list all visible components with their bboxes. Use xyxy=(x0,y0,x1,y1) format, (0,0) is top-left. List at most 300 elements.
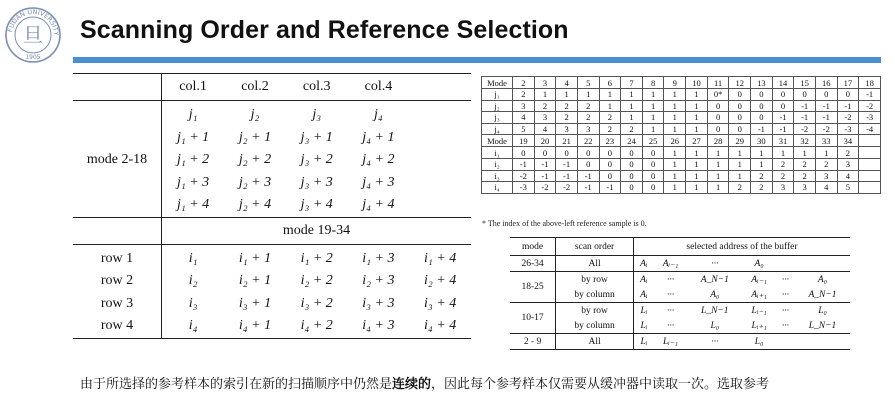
address-cell: L_N−1 xyxy=(808,320,837,331)
table-cell: j₄ xyxy=(374,107,383,123)
address-cell: L₀ xyxy=(710,320,720,331)
scan-order-cell: by column xyxy=(556,287,634,303)
table-cell: 1 xyxy=(686,147,708,159)
scan-order-cell: All xyxy=(556,334,634,350)
table-cell: 9 xyxy=(664,77,686,89)
empty-cell xyxy=(859,182,881,194)
table-cell: 1 xyxy=(772,147,794,159)
row-header: j₁ xyxy=(482,89,513,101)
address-cell xyxy=(795,334,850,350)
table-header-row xyxy=(73,74,471,101)
table-row xyxy=(73,293,471,316)
table-cell: -2 xyxy=(859,100,881,112)
table-cell: 1 xyxy=(815,147,837,159)
table-cell: 1 xyxy=(707,182,729,194)
table-cell: j₄ + 2 xyxy=(362,152,395,168)
table-cell: 18 xyxy=(859,77,881,89)
column-header: mode xyxy=(510,238,556,256)
table-cell: j₁ + 2 xyxy=(176,152,210,168)
table-cell: j₂ xyxy=(250,107,260,123)
row-label: row 2 xyxy=(73,270,162,293)
paragraph-text: ，因此每个参考样本仅需要从缓冲器中读取一次。选取参考 xyxy=(431,377,770,392)
mode-label: mode 19-34 xyxy=(162,217,472,244)
table-cell: 0 xyxy=(534,147,556,159)
address-cell xyxy=(776,334,795,350)
table-cell: 0* xyxy=(707,89,729,101)
table-cell: -1 xyxy=(772,112,794,124)
table-cell: 0 xyxy=(556,147,578,159)
paragraph-text: 由于所选择的参考样本的索引在新的扫描顺序中仍然是 xyxy=(80,377,393,392)
table-cell: j₂ + 4 xyxy=(238,197,272,213)
table-cell: -1 xyxy=(772,123,794,135)
table-cell: 0 xyxy=(599,158,621,170)
table-cell: 1 xyxy=(664,123,686,135)
mode-cell: 10-17 xyxy=(510,303,556,334)
table-cell: 1 xyxy=(599,100,621,112)
table-cell: 2 xyxy=(621,123,643,135)
table-cell: 0 xyxy=(599,147,621,159)
scan-order-cell: All xyxy=(556,256,634,272)
address-cell: L₀ xyxy=(795,303,850,319)
table-cell: 19 xyxy=(513,135,535,147)
column-header: col.1 xyxy=(162,74,225,101)
table-cell: 27 xyxy=(686,135,708,147)
table-cell: 1 xyxy=(729,170,751,182)
table-cell: 3 xyxy=(513,100,535,112)
table-cell: -1 xyxy=(577,170,599,182)
table-cell: -1 xyxy=(534,158,556,170)
row-header: j₂ xyxy=(482,100,513,112)
address-cell: Lᵢ₊₁ xyxy=(751,321,767,331)
table-cell: 2 xyxy=(599,112,621,124)
column-header: col.4 xyxy=(348,74,410,101)
row-header: Mode xyxy=(482,77,513,89)
table-row xyxy=(482,100,881,112)
scan-order-cell: by column xyxy=(556,318,634,334)
table-cell: 4 xyxy=(815,182,837,194)
table-cell: 11 xyxy=(707,77,729,89)
table-cell: -3 xyxy=(513,182,535,194)
table-cell: 3 xyxy=(794,182,816,194)
table-cell: 5 xyxy=(837,182,859,194)
table-cell: 0 xyxy=(599,170,621,182)
column-header: col.3 xyxy=(286,74,348,101)
table-cell: 0 xyxy=(642,158,664,170)
row-header: j₄ xyxy=(482,123,513,135)
mode-label: mode 2-18 xyxy=(73,101,162,218)
table-cell: 4 xyxy=(556,77,578,89)
table-row xyxy=(482,170,881,182)
table-cell: 1 xyxy=(664,147,686,159)
address-cell: A_N−1 xyxy=(687,272,742,288)
table-cell: -1 xyxy=(513,158,535,170)
table-cell: j₂ + 1 xyxy=(238,129,272,145)
table-cell: -3 xyxy=(837,123,859,135)
logo-glyph: 旦 xyxy=(23,23,43,47)
table-cell: 1 xyxy=(534,89,556,101)
scan-index-table xyxy=(73,73,471,339)
address-cell: ··· xyxy=(687,256,742,272)
address-cell: Lᵢ xyxy=(633,303,653,319)
section-header-row xyxy=(73,217,471,244)
table-cell: 0 xyxy=(642,147,664,159)
table-cell: 1 xyxy=(729,147,751,159)
table-cell: 0 xyxy=(751,112,773,124)
table-cell: 4 xyxy=(513,112,535,124)
address-cell: Aᵢ₊₁ xyxy=(751,290,767,300)
table-cell: 3 xyxy=(534,112,556,124)
table-cell: 12 xyxy=(729,77,751,89)
table-cell: i₁ + 3 xyxy=(362,250,395,266)
table-cell: 2 xyxy=(772,170,794,182)
empty-cell xyxy=(859,135,881,147)
table-cell: 3 xyxy=(772,182,794,194)
table-cell: j₁ + 1 xyxy=(176,129,210,145)
table-cell: j₃ + 1 xyxy=(300,129,333,145)
table-cell: 31 xyxy=(772,135,794,147)
table-cell: i₄ + 4 xyxy=(409,315,471,338)
table-cell: 1 xyxy=(664,100,686,112)
title-underline-bar xyxy=(73,57,881,63)
table-cell: 8 xyxy=(642,77,664,89)
table-cell: -1 xyxy=(815,112,837,124)
table-cell: -1 xyxy=(599,182,621,194)
table-header-row xyxy=(482,77,881,89)
body-paragraph-cutoff xyxy=(80,395,880,403)
table-row xyxy=(482,182,881,194)
table-cell: 10 xyxy=(686,77,708,89)
table-cell: 2 xyxy=(577,112,599,124)
table-cell: 33 xyxy=(815,135,837,147)
table-cell: 1 xyxy=(751,147,773,159)
address-cell xyxy=(795,256,850,272)
table-cell: 1 xyxy=(599,89,621,101)
mode-cell: 26-34 xyxy=(510,256,556,272)
table-cell: 25 xyxy=(642,135,664,147)
table-cell: 0 xyxy=(707,100,729,112)
column-header: selected address of the buffer xyxy=(633,238,850,256)
table-cell: i₃ + 2 xyxy=(300,295,333,311)
logo-text: FUDAN UNIVERSITY xyxy=(6,7,61,36)
table-cell: 0 xyxy=(772,100,794,112)
table-cell: j₃ + 4 xyxy=(300,197,333,213)
table-cell: 4 xyxy=(837,170,859,182)
table-cell: 1 xyxy=(686,170,708,182)
slide-title: Scanning Order and Reference Selection xyxy=(80,16,569,44)
table-cell: -2 xyxy=(534,182,556,194)
address-cell: A₀ xyxy=(710,289,720,300)
table-cell: j₂ + 3 xyxy=(238,174,272,190)
table-cell: 21 xyxy=(556,135,578,147)
address-cell: ··· xyxy=(781,289,789,300)
table-cell: 0 xyxy=(729,89,751,101)
table-cell: 2 xyxy=(513,89,535,101)
empty-cell xyxy=(859,170,881,182)
table-cell: 1 xyxy=(686,89,708,101)
address-cell: ··· xyxy=(781,320,789,331)
address-cell: L₀ xyxy=(742,334,776,350)
table-row xyxy=(482,158,881,170)
table-cell: 1 xyxy=(794,147,816,159)
table-cell: 1 xyxy=(707,147,729,159)
table-cell: i₃ + 1 xyxy=(238,295,272,311)
table-cell: 3 xyxy=(534,77,556,89)
empty-cell xyxy=(859,147,881,159)
table-cell: j₃ xyxy=(312,107,322,123)
table-cell: 1 xyxy=(621,89,643,101)
table-cell: j₄ + 3 xyxy=(362,174,395,190)
row-header: i₁ xyxy=(482,147,513,159)
table-row xyxy=(73,101,471,127)
table-cell: 7 xyxy=(621,77,643,89)
table-cell: 0 xyxy=(707,123,729,135)
table-row xyxy=(510,334,850,350)
table-cell: 3 xyxy=(815,170,837,182)
table-cell: -4 xyxy=(859,123,881,135)
table-row xyxy=(510,272,850,288)
table-cell: 2 xyxy=(751,182,773,194)
address-cell: Lᵢ₋₁ xyxy=(742,303,776,319)
row-label: row 4 xyxy=(73,315,162,338)
table-cell: 1 xyxy=(686,112,708,124)
table-row xyxy=(73,270,471,293)
table-cell: 1 xyxy=(686,158,708,170)
table-row xyxy=(482,112,881,124)
address-cell: ··· xyxy=(666,289,675,300)
table-cell: 0 xyxy=(772,89,794,101)
table-cell: 2 xyxy=(815,158,837,170)
table-cell: 2 xyxy=(794,158,816,170)
table-cell: 0 xyxy=(577,158,599,170)
table-cell: -1 xyxy=(859,89,881,101)
mode-cell: 18-25 xyxy=(510,272,556,303)
table-cell: 1 xyxy=(686,182,708,194)
table-cell: -2 xyxy=(815,123,837,135)
table-cell: j₃ + 2 xyxy=(300,152,333,168)
table-cell: 2 xyxy=(794,170,816,182)
table-cell: 3 xyxy=(556,123,578,135)
table-cell: 1 xyxy=(556,89,578,101)
address-cell: A₀ xyxy=(742,256,776,272)
table-cell: 5 xyxy=(577,77,599,89)
table-cell: 2 xyxy=(751,170,773,182)
row-header: i₂ xyxy=(482,158,513,170)
mode-cell: 2 - 9 xyxy=(510,334,556,350)
table-cell: i₃ + 3 xyxy=(362,295,395,311)
table-cell: 1 xyxy=(642,100,664,112)
table-cell: i₄ + 1 xyxy=(224,315,286,338)
table-cell: 17 xyxy=(837,77,859,89)
table-cell: -1 xyxy=(577,182,599,194)
table-cell: 2 xyxy=(772,158,794,170)
address-cell: Lᵢ₋₁ xyxy=(654,334,688,350)
address-cell: ··· xyxy=(654,272,688,288)
table-cell: 0 xyxy=(751,100,773,112)
table-cell: 1 xyxy=(664,182,686,194)
table-cell: i₄ + 2 xyxy=(286,315,348,338)
table-cell: 1 xyxy=(686,123,708,135)
table-cell: 2 xyxy=(577,100,599,112)
table-cell: -2 xyxy=(556,182,578,194)
table-cell: i₃ xyxy=(188,295,198,311)
table-cell: j₂ + 2 xyxy=(238,152,272,168)
table-cell: j₃ + 3 xyxy=(300,174,333,190)
table-cell: -1 xyxy=(751,123,773,135)
table-cell: i₂ + 2 xyxy=(300,273,333,289)
table-cell: -1 xyxy=(556,158,578,170)
scan-order-cell: by row xyxy=(556,272,634,288)
university-logo xyxy=(4,6,62,64)
address-cell: A_N−1 xyxy=(808,289,837,300)
table-cell: 14 xyxy=(772,77,794,89)
table-cell: 13 xyxy=(751,77,773,89)
table-cell: i₂ + 4 xyxy=(424,273,457,289)
table-header-row xyxy=(510,238,850,256)
table-cell: -1 xyxy=(837,100,859,112)
empty-cell xyxy=(859,158,881,170)
address-cell: A₀ xyxy=(795,272,850,288)
mode-offset-table xyxy=(481,76,881,194)
row-header: i₄ xyxy=(482,182,513,194)
table-cell: 1 xyxy=(642,89,664,101)
table-header-row xyxy=(482,135,881,147)
table-cell: -1 xyxy=(534,170,556,182)
table-cell: 0 xyxy=(815,89,837,101)
table-cell: 15 xyxy=(794,77,816,89)
table-cell: -3 xyxy=(859,112,881,124)
table-cell: 1 xyxy=(664,89,686,101)
table-cell: i₁ xyxy=(188,250,198,266)
table-cell: j₁ + 3 xyxy=(176,174,210,190)
table-cell: 28 xyxy=(707,135,729,147)
address-cell: Aᵢ xyxy=(633,272,653,288)
table-row xyxy=(73,244,471,270)
address-cell: ··· xyxy=(687,334,742,350)
table-cell: 0 xyxy=(729,123,751,135)
table-cell: i₄ + 3 xyxy=(348,315,410,338)
table-cell: j₁ xyxy=(188,107,198,123)
table-cell: 1 xyxy=(621,112,643,124)
table-cell: 0 xyxy=(707,112,729,124)
table-row xyxy=(510,287,850,303)
table-cell: i₂ xyxy=(188,273,198,289)
scan-order-cell: by row xyxy=(556,303,634,319)
table-row xyxy=(510,318,850,334)
table-cell: 22 xyxy=(577,135,599,147)
table-cell: 0 xyxy=(621,170,643,182)
address-cell: ··· xyxy=(666,320,675,331)
column-header: col.2 xyxy=(224,74,286,101)
table-cell: -2 xyxy=(837,112,859,124)
table-cell: -1 xyxy=(815,100,837,112)
table-cell: 2 xyxy=(556,100,578,112)
table-cell: 6 xyxy=(599,77,621,89)
table-cell: 0 xyxy=(621,158,643,170)
table-cell: 2 xyxy=(513,77,535,89)
address-cell: Aᵢ₋₁ xyxy=(654,256,688,272)
address-cell: L_N−1 xyxy=(687,303,742,319)
table-cell: j₄ + 4 xyxy=(362,197,395,213)
logo-year: 1905 xyxy=(25,54,41,61)
table-cell: 1 xyxy=(642,123,664,135)
table-cell: 1 xyxy=(664,158,686,170)
table-cell: -1 xyxy=(556,170,578,182)
table-cell: 1 xyxy=(642,112,664,124)
table-cell: j₄ + 1 xyxy=(362,129,395,145)
table-cell: 1 xyxy=(621,100,643,112)
table-cell: -1 xyxy=(794,100,816,112)
table-cell: 2 xyxy=(556,112,578,124)
paragraph-bold-text: 连续的 xyxy=(392,377,432,392)
table-cell: 0 xyxy=(577,147,599,159)
table-row xyxy=(482,147,881,159)
table-cell: 2 xyxy=(534,100,556,112)
table-cell: i₃ + 4 xyxy=(424,295,457,311)
table-cell: 5 xyxy=(513,123,535,135)
table-footnote: * The index of the above-left reference sample is 0. xyxy=(482,219,647,228)
table-row xyxy=(482,89,881,101)
table-cell: j₁ + 4 xyxy=(176,197,210,213)
table-cell: 1 xyxy=(686,100,708,112)
table-cell: 23 xyxy=(599,135,621,147)
table-cell: 32 xyxy=(794,135,816,147)
table-cell: i₁ + 4 xyxy=(424,250,457,266)
address-cell: Lᵢ xyxy=(633,334,653,350)
table-cell: 0 xyxy=(642,182,664,194)
table-cell: 1 xyxy=(707,158,729,170)
table-cell: 3 xyxy=(577,123,599,135)
table-cell: 30 xyxy=(751,135,773,147)
table-cell: 4 xyxy=(534,123,556,135)
table-cell: i₄ xyxy=(162,315,225,338)
table-cell: 0 xyxy=(642,170,664,182)
table-row xyxy=(73,315,471,338)
address-cell: Aᵢ xyxy=(640,289,648,300)
address-cell: ··· xyxy=(654,303,688,319)
table-cell: 24 xyxy=(621,135,643,147)
table-cell: 0 xyxy=(729,100,751,112)
row-label: row 3 xyxy=(73,293,162,316)
address-cell: Lᵢ xyxy=(640,320,648,331)
table-cell: 2 xyxy=(837,147,859,159)
table-cell: 1 xyxy=(729,158,751,170)
table-cell: 16 xyxy=(815,77,837,89)
table-cell: i₂ + 3 xyxy=(362,273,395,289)
table-cell: 0 xyxy=(621,147,643,159)
table-cell: 1 xyxy=(664,170,686,182)
table-cell: 2 xyxy=(599,123,621,135)
table-row xyxy=(510,256,850,272)
table-cell: 0 xyxy=(837,89,859,101)
row-label: row 1 xyxy=(73,244,162,270)
table-cell: 0 xyxy=(794,89,816,101)
table-cell: i₁ + 1 xyxy=(238,250,272,266)
table-row xyxy=(510,303,850,319)
table-cell: 1 xyxy=(664,112,686,124)
table-cell: i₂ + 1 xyxy=(238,273,272,289)
table-cell: 3 xyxy=(837,158,859,170)
row-header: i₃ xyxy=(482,170,513,182)
body-paragraph xyxy=(80,373,880,392)
table-cell: 1 xyxy=(707,170,729,182)
table-cell: 2 xyxy=(729,182,751,194)
table-cell: 0 xyxy=(513,147,535,159)
table-cell: 0 xyxy=(729,112,751,124)
address-cell: Aᵢ xyxy=(633,256,653,272)
table-cell: -2 xyxy=(794,123,816,135)
table-cell: 0 xyxy=(751,89,773,101)
table-row xyxy=(482,123,881,135)
